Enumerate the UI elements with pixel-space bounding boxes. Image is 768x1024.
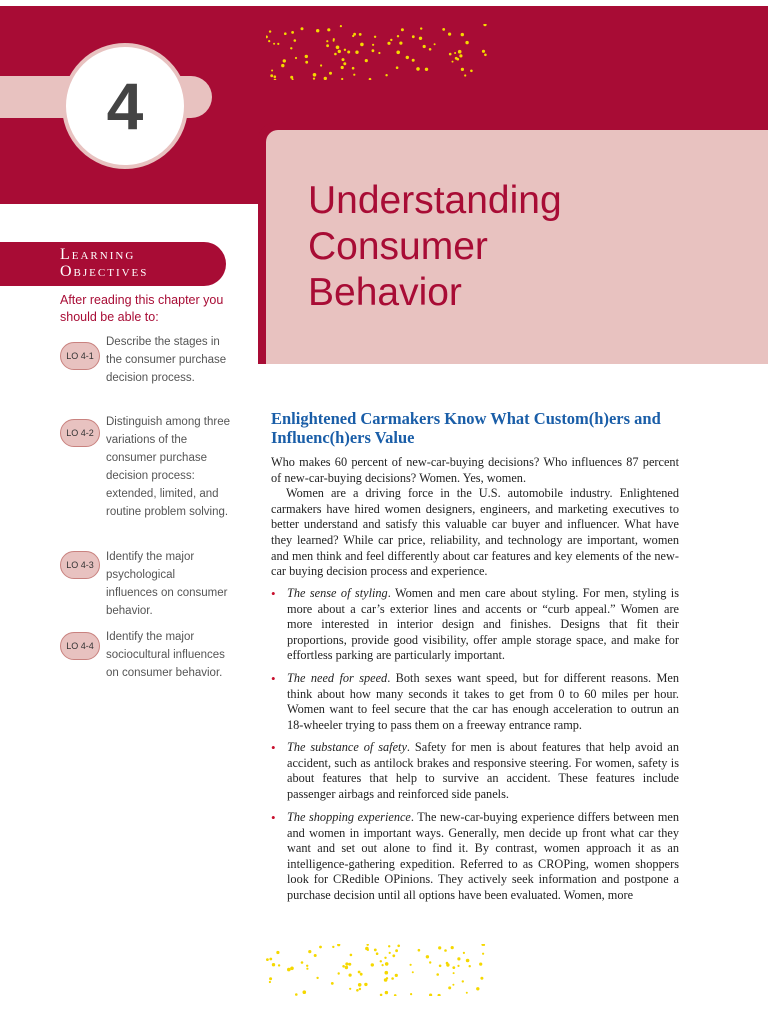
decorative-dot bbox=[329, 72, 332, 75]
decorative-dots-top bbox=[266, 24, 490, 80]
decorative-dot bbox=[348, 963, 351, 966]
decorative-dot bbox=[342, 58, 345, 61]
decorative-dot bbox=[308, 950, 311, 953]
decorative-dot bbox=[273, 43, 275, 45]
decorative-dot bbox=[384, 978, 388, 982]
decorative-dot bbox=[479, 963, 482, 966]
decorative-dot bbox=[352, 35, 354, 37]
decorative-dot bbox=[429, 48, 432, 51]
decorative-dot bbox=[349, 988, 351, 990]
chapter-title-line: Understanding bbox=[308, 179, 562, 222]
decorative-dot bbox=[406, 56, 409, 59]
decorative-dot bbox=[358, 971, 361, 974]
bullet-text: . Women and men care about styling. For men, styling is more about a car’s exterior lines and accents or “curb appeal.” Women are more interested in interior design and finishes. Designs that fit their proportions, provide good visibility, offer ample storage space, and make for effortless parking are particularly important. bbox=[287, 586, 679, 663]
decorative-dot bbox=[425, 68, 428, 71]
decorative-dot bbox=[399, 42, 402, 45]
chapter-title-line: Behavior bbox=[308, 271, 462, 314]
decorative-dot bbox=[418, 949, 421, 952]
decorative-dot bbox=[461, 33, 464, 36]
decorative-dot bbox=[438, 994, 441, 996]
decorative-dot bbox=[396, 66, 399, 69]
decorative-dot bbox=[336, 46, 340, 50]
decorative-dot bbox=[313, 78, 315, 80]
decorative-dot bbox=[382, 964, 384, 966]
decorative-dot bbox=[395, 974, 398, 977]
decorative-dot bbox=[290, 76, 293, 79]
decorative-dot bbox=[274, 79, 277, 80]
decorative-dot bbox=[278, 964, 280, 966]
decorative-dot bbox=[385, 971, 389, 975]
decorative-dot bbox=[303, 990, 307, 994]
decorative-dot bbox=[331, 982, 334, 985]
decorative-dot bbox=[423, 45, 426, 48]
decorative-dot bbox=[401, 28, 404, 31]
decorative-dot bbox=[482, 50, 485, 53]
decorative-dot bbox=[266, 958, 269, 961]
decorative-dot bbox=[462, 980, 464, 982]
decorative-dot bbox=[419, 37, 422, 40]
decorative-dot bbox=[480, 977, 483, 980]
decorative-dot bbox=[458, 50, 462, 54]
decorative-dot bbox=[338, 50, 341, 53]
decorative-dot bbox=[326, 40, 328, 42]
decorative-dot bbox=[444, 949, 447, 952]
decorative-dot bbox=[269, 977, 272, 980]
bullet-lead: The substance of safety bbox=[287, 740, 407, 754]
bullet-text: . Safety for men is about features that help avoid an accident, such as antilock brakes and responsive steering. For women, safety is about features that help to survive an accident. These features include passenger airbags and reinforced side panels. bbox=[287, 740, 679, 801]
decorative-dot bbox=[438, 946, 441, 949]
decorative-dot bbox=[342, 965, 345, 968]
decorative-dot bbox=[269, 30, 271, 32]
decorative-dot bbox=[344, 49, 346, 51]
bullet-lead: The need for speed bbox=[287, 671, 388, 685]
decorative-dot bbox=[355, 51, 358, 54]
decorative-dot bbox=[290, 47, 292, 49]
decorative-dot bbox=[376, 952, 379, 955]
decorative-dot bbox=[364, 983, 367, 986]
bullet-lead: The sense of styling bbox=[287, 586, 388, 600]
decorative-dot bbox=[449, 53, 452, 56]
chapter-number-circle bbox=[62, 43, 188, 169]
decorative-dot bbox=[349, 974, 352, 977]
decorative-dot bbox=[448, 986, 451, 989]
decorative-dot bbox=[457, 957, 460, 960]
lo-badge: LO 4-1 bbox=[60, 342, 100, 370]
decorative-dot bbox=[352, 67, 355, 70]
decorative-dot bbox=[436, 973, 439, 976]
decorative-dot bbox=[306, 965, 308, 967]
decorative-dot bbox=[372, 49, 375, 52]
decorative-dot bbox=[380, 960, 382, 962]
decorative-dot bbox=[469, 965, 471, 967]
decorative-dot bbox=[482, 953, 484, 955]
decorative-dot bbox=[341, 78, 343, 80]
decorative-dot bbox=[334, 53, 337, 56]
decorative-dot bbox=[385, 991, 388, 994]
decorative-dot bbox=[350, 954, 353, 957]
decorative-dot bbox=[439, 965, 442, 968]
decorative-dot bbox=[434, 43, 436, 45]
decorative-dot bbox=[305, 55, 308, 58]
bullet-item bbox=[271, 586, 679, 664]
decorative-dot bbox=[391, 977, 394, 980]
decorative-dot bbox=[290, 967, 294, 971]
decorative-dot bbox=[442, 28, 445, 31]
article-paragraph: Women are a driving force in the U.S. automobile industry. Enlightened carmakers have hired women designers, engineers, and marketing executives to better understand and satisfy this valuable car buyer and influencer. What have they learned? While car price, reliability, and technology are important, women and men think and feel differently about car features and key elements of the new-car buying decision process and experience. bbox=[271, 486, 679, 579]
decorative-dot bbox=[470, 70, 473, 73]
decorative-dot bbox=[453, 972, 455, 974]
decorative-dot bbox=[466, 959, 470, 963]
decorative-dot bbox=[454, 52, 456, 54]
decorative-dot bbox=[268, 40, 270, 42]
decorative-dot bbox=[380, 994, 383, 996]
decorative-dot bbox=[313, 73, 317, 77]
decorative-dot bbox=[272, 963, 275, 966]
article-body bbox=[271, 455, 679, 580]
decorative-dot bbox=[452, 966, 455, 969]
chapter-title-line: Consumer bbox=[308, 225, 488, 268]
decorative-dot bbox=[464, 74, 466, 76]
decorative-dot bbox=[291, 31, 294, 34]
article-heading: Enlightened Carmakers Know What Custom(h)ers and Influenc(h)ers Value bbox=[271, 409, 661, 447]
lo-badge: LO 4-2 bbox=[60, 419, 100, 447]
decorative-dot bbox=[269, 981, 271, 983]
decorative-dot bbox=[345, 962, 348, 965]
decorative-dot bbox=[320, 64, 322, 66]
decorative-dot bbox=[274, 75, 277, 78]
decorative-dot bbox=[392, 954, 395, 957]
decorative-dot bbox=[316, 977, 318, 979]
decorative-dot bbox=[372, 44, 374, 46]
decorative-dot bbox=[385, 74, 387, 76]
decorative-dot bbox=[295, 993, 298, 996]
decorative-dot bbox=[340, 25, 342, 27]
learning-objectives-title-line: Learning bbox=[60, 246, 136, 263]
decorative-dot bbox=[353, 74, 355, 76]
decorative-dot bbox=[416, 67, 420, 71]
decorative-dot bbox=[277, 43, 279, 45]
decorative-dot bbox=[276, 951, 279, 954]
decorative-dot bbox=[356, 989, 359, 992]
decorative-dot bbox=[374, 949, 377, 952]
decorative-dots-bottom bbox=[266, 944, 490, 996]
decorative-dot bbox=[465, 41, 468, 44]
lo-text: Identify the major sociocultural influences on consumer behavior. bbox=[106, 631, 225, 679]
decorative-dot bbox=[410, 964, 412, 966]
decorative-dot bbox=[347, 51, 350, 54]
decorative-dot bbox=[271, 70, 273, 72]
decorative-dot bbox=[483, 24, 486, 26]
decorative-dot bbox=[389, 952, 391, 954]
decorative-dot bbox=[371, 963, 374, 966]
decorative-dot bbox=[448, 33, 451, 36]
bullet-item bbox=[271, 740, 679, 802]
decorative-dot bbox=[266, 36, 268, 39]
decorative-dot bbox=[305, 61, 308, 64]
bullet-text: . The new-car-buying experience differs between men and women in important ways. Generally, men decide up front what car they want and set out alone to find it. By contrast, women approach it as an intelligence-gathering expedition. Referred to as CROPing, women shoppers look for CRedible OPinions. They actively seek information and postpone a purchase decision until all options have been evaluated. Women, more bbox=[287, 810, 679, 902]
decorative-dot bbox=[396, 51, 400, 55]
decorative-dot bbox=[457, 965, 459, 967]
decorative-dot bbox=[451, 946, 454, 949]
decorative-dot bbox=[367, 949, 369, 951]
decorative-dot bbox=[390, 39, 392, 41]
decorative-dot bbox=[284, 32, 287, 35]
bullet-icon: • bbox=[271, 810, 276, 825]
decorative-dot bbox=[338, 972, 340, 974]
decorative-dot bbox=[295, 57, 297, 59]
decorative-dot bbox=[294, 39, 297, 42]
decorative-dot bbox=[459, 54, 462, 57]
bullet-icon: • bbox=[271, 671, 276, 686]
bullet-icon: • bbox=[271, 586, 276, 601]
chapter-title bbox=[308, 178, 748, 316]
decorative-dot bbox=[301, 27, 304, 30]
learning-objectives-intro: After reading this chapter you should be able to: bbox=[60, 293, 224, 324]
decorative-dot bbox=[476, 987, 479, 990]
decorative-dot bbox=[412, 35, 415, 38]
decorative-dot bbox=[412, 971, 414, 973]
decorative-dot bbox=[452, 61, 454, 63]
lo-text: Distinguish among three variations of the consumer purchase decision process: extended, limited, and routine problem solving. bbox=[106, 416, 231, 518]
decorative-dot bbox=[365, 59, 368, 62]
decorative-dot bbox=[397, 35, 399, 37]
decorative-dot bbox=[343, 62, 346, 65]
decorative-dot bbox=[426, 955, 429, 958]
decorative-dot bbox=[324, 77, 327, 80]
decorative-dot bbox=[410, 993, 412, 995]
decorative-dot bbox=[374, 36, 376, 38]
decorative-dot bbox=[358, 983, 362, 987]
decorative-dot bbox=[461, 68, 464, 71]
decorative-dot bbox=[412, 59, 415, 62]
decorative-dot bbox=[360, 973, 363, 976]
decorative-dot bbox=[316, 29, 319, 32]
decorative-dot bbox=[378, 52, 380, 54]
decorative-dot bbox=[319, 946, 322, 949]
decorative-dot bbox=[463, 952, 465, 954]
decorative-dot bbox=[429, 961, 431, 963]
decorative-dot bbox=[384, 957, 386, 959]
bullet-text: . Both sexes want speed, but for different reasons. Men think about how many seconds it takes to get from 0 to 60 miles per hour. Women want to feel secure that the car has enough acceleration to outrun an 18-wheeler trying to pass them on a freeway entrance ramp. bbox=[287, 671, 680, 732]
decorative-dot bbox=[484, 54, 487, 57]
lo-badge: LO 4-3 bbox=[60, 551, 100, 579]
decorative-dot bbox=[345, 966, 348, 969]
decorative-dot bbox=[287, 968, 291, 972]
decorative-dot bbox=[395, 949, 398, 952]
article-paragraph: Who makes 60 percent of new-car-buying decisions? Who influences 87 percent of new-car-buying decisions? Women. Yes, women. bbox=[271, 455, 679, 485]
bullet-lead: The shopping experience bbox=[287, 810, 411, 824]
bullet-item bbox=[271, 671, 680, 733]
decorative-dot bbox=[306, 968, 308, 970]
decorative-dot bbox=[387, 42, 390, 45]
decorative-dot bbox=[332, 946, 334, 948]
lo-badge: LO 4-4 bbox=[60, 632, 100, 660]
decorative-dot bbox=[327, 28, 330, 31]
decorative-dot bbox=[397, 945, 400, 948]
decorative-dot bbox=[341, 66, 344, 69]
decorative-dot bbox=[360, 43, 364, 47]
bullet-item bbox=[271, 810, 679, 904]
bullet-icon: • bbox=[271, 740, 276, 755]
decorative-dot bbox=[314, 954, 317, 957]
decorative-dot bbox=[429, 994, 432, 997]
decorative-dot bbox=[281, 64, 284, 67]
decorative-dot bbox=[388, 945, 390, 947]
chapter-number: 4 bbox=[106, 69, 144, 143]
decorative-dot bbox=[359, 988, 361, 990]
learning-objectives-title bbox=[60, 246, 148, 280]
decorative-dot bbox=[269, 958, 272, 961]
decorative-dot bbox=[359, 33, 362, 36]
decorative-dot bbox=[337, 944, 340, 946]
learning-objectives-title-line: Objectives bbox=[60, 263, 149, 280]
decorative-dot bbox=[385, 962, 389, 966]
decorative-dot bbox=[301, 961, 304, 964]
decorative-dot bbox=[394, 994, 397, 996]
decorative-dot bbox=[270, 74, 273, 77]
decorative-dot bbox=[283, 59, 286, 62]
decorative-dot bbox=[420, 27, 422, 29]
decorative-dot bbox=[466, 992, 468, 994]
decorative-dot bbox=[369, 78, 372, 80]
decorative-dot bbox=[446, 962, 449, 965]
decorative-dot bbox=[326, 44, 329, 47]
lo-text: Identify the major psychological influences on consumer behavior. bbox=[106, 551, 228, 617]
decorative-dot bbox=[333, 38, 335, 40]
lo-text: Describe the stages in the consumer purchase decision process. bbox=[106, 336, 227, 384]
decorative-dot bbox=[367, 944, 369, 946]
decorative-dot bbox=[452, 984, 454, 986]
decorative-dot bbox=[457, 58, 460, 61]
